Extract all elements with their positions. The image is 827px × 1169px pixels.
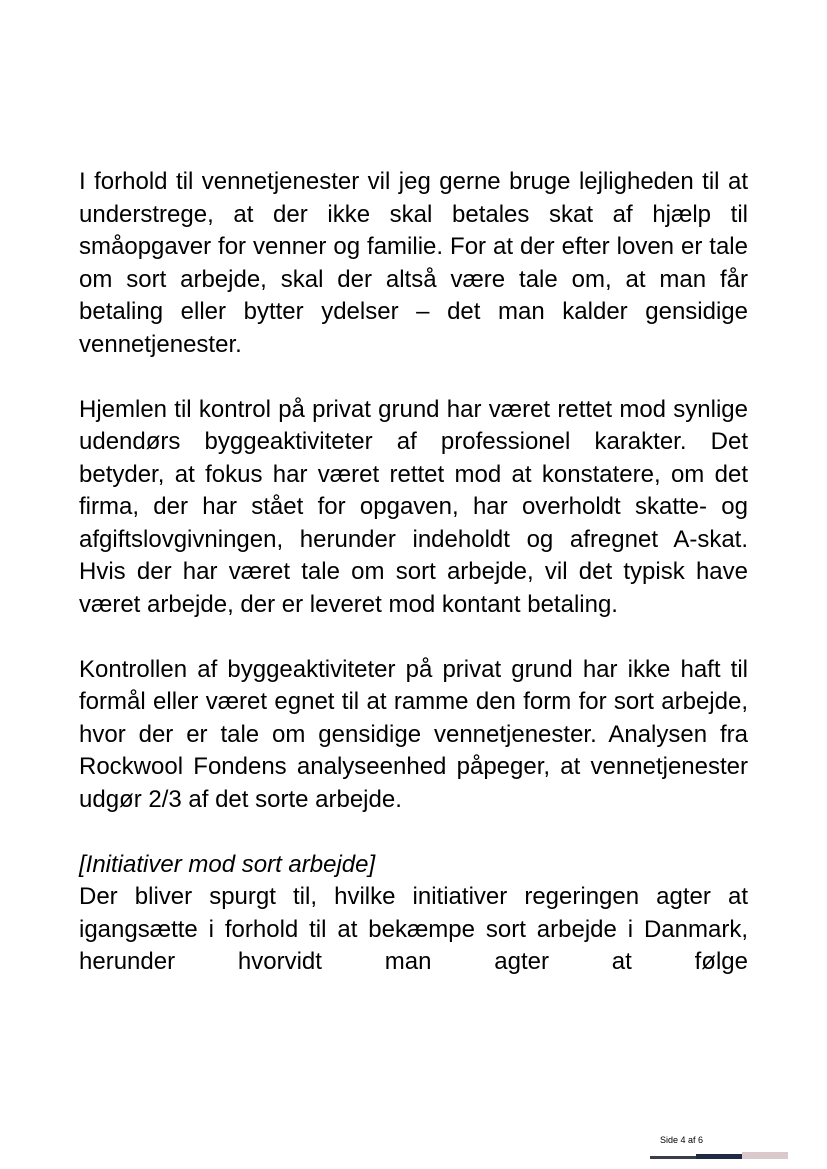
- footer-color-bar: [650, 1152, 788, 1159]
- document-body: [79, 166, 748, 979]
- page-number: Side 4 af 6: [660, 1135, 704, 1145]
- paragraph-kontrol-byggeaktiviteter: Kontrollen af byggeaktiviteter på privat grund har ikke haft til formål eller været egnet til at ramme den form for sort arbejde, hvor der er tale om gensidige vennetjenester. Analysen fra Rockwool Fondens analyseenhed påpeger, at vennetjenester udgør 2/3 af det sorte arbejde.: [79, 655, 748, 813]
- section-heading: [Initiativer mod sort arbejde]: [79, 850, 376, 878]
- paragraph-hjemmel-kontrol: Hjemlen til kontrol på privat grund har været rettet mod synlige udendørs byggeaktiviteter af professionel karakter. Det betyder, at fokus har været rettet mod at konstatere, om det firma, der har stået for opgaven, har overholdt skatte- og afgiftslovgivningen, herunder indeholdt og afregnet A-skat. Hvis der har været tale om sort arbejde, vil det typisk have været arbejde, der er leveret mod kontant betaling.: [79, 395, 748, 618]
- footer-bar-segment: [696, 1154, 742, 1159]
- footer-bar-segment: [650, 1156, 696, 1159]
- paragraph-initiativer: Der bliver spurgt til, hvilke initiativer regeringen agter at igangsætte i forhold til at bekæmpe sort arbejde i Danmark, herunder hvorvidt man agter at følge: [79, 883, 748, 975]
- paragraph-vennetjenester: I forhold til vennetjenester vil jeg gerne bruge lejligheden til at understrege, at der ikke skal betales skat af hjælp til småopgaver for venner og familie. For at der efter loven er tale om sort arbejde, skal der altså være tale om, at man får betaling eller bytter ydelser – det man kalder gensidige vennetjenester.: [79, 168, 748, 358]
- footer-bar-segment: [742, 1152, 788, 1159]
